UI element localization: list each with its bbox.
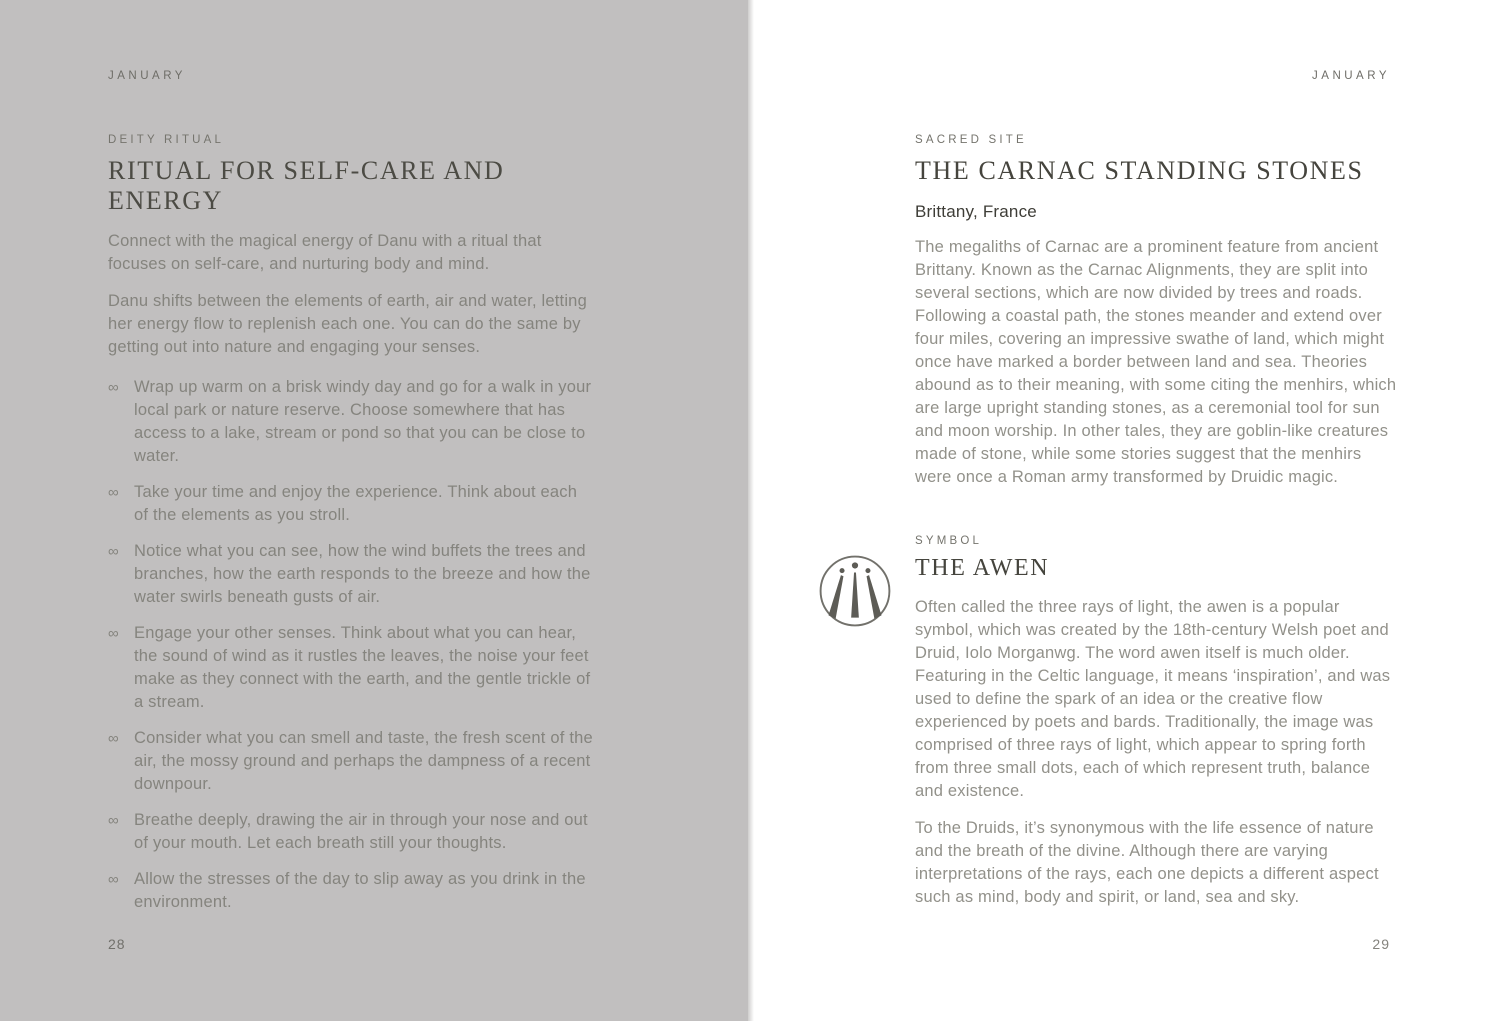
list-item (108, 727, 594, 796)
ritual-steps-list (108, 376, 594, 914)
step-text: Allow the stresses of the day to slip away as you drink in the environment. (134, 870, 586, 911)
step-text: Engage your other senses. Think about what you can hear, the sound of wind as it rustles the leaves, the noise your feet make as they connect with the earth, and the gentle trickle of a stream. (134, 624, 591, 711)
list-item (108, 622, 594, 714)
left-page (0, 0, 748, 1021)
list-item (108, 376, 594, 468)
deity-ritual-section (108, 134, 594, 914)
awen-icon (818, 554, 892, 628)
awen-paragraph-1: Often called the three rays of light, the awen is a popular symbol, which was created by the 18th-century Welsh poet and Druid, Iolo Morganwg. The word awen itself is much older. Featuring in the Celtic language, it means ‘inspiration’, and was used to define the spark of an idea or the creative flow experienced by poets and bards. Traditionally, the image was comprised of three rays of light, which appear to spring forth from three small dots, each of which represent truth, balance and existence. (915, 598, 1391, 800)
infinity-bullet-icon: ∞ (108, 871, 119, 888)
step-text: Take your time and enjoy the experience. Think about each of the elements as you stroll. (134, 483, 578, 524)
location-subtitle: Brittany, France (915, 202, 1037, 221)
section-title-awen: THE AWEN (915, 555, 1050, 581)
section-title-carnac: THE CARNAC STANDING STONES (915, 156, 1364, 185)
section-eyebrow-symbol: SYMBOL (915, 535, 983, 547)
intro-paragraph-1: Connect with the magical energy of Danu with a ritual that focuses on self-care, and nurturing body and mind. (108, 232, 542, 273)
infinity-bullet-icon: ∞ (108, 730, 119, 747)
page-number-right: 29 (1372, 936, 1390, 952)
step-text: Notice what you can see, how the wind buffets the trees and branches, how the earth responds to the breeze and how the water swirls beneath gusts of air. (134, 542, 591, 606)
running-head-right: JANUARY (1312, 70, 1390, 82)
step-text: Wrap up warm on a brisk windy day and go for a walk in your local park or nature reserve. Choose somewhere that has access to a lake, stream or pond so that you can be close to water. (134, 378, 592, 465)
infinity-bullet-icon: ∞ (108, 379, 119, 396)
section-eyebrow-deity-ritual: DEITY RITUAL (108, 134, 225, 146)
sacred-site-paragraph: The megaliths of Carnac are a prominent feature from ancient Brittany. Known as the Carnac Alignments, they are split into several sections, which are now divided by trees and roads. Following a coastal path, the stones meander and extend over four miles, covering an impressive swathe of land, which might once have marked a border between land and sea. Theories abound as to their meaning, with some citing the menhirs, which are large upright standing stones, as a ceremonial tool for sun and moon worship. In other tales, they are goblin-like creatures made of stone, while some stories suggest that the menhirs were once a Roman army transformed by Druidic magic. (915, 238, 1397, 486)
list-item (108, 868, 594, 914)
infinity-bullet-icon: ∞ (108, 543, 119, 560)
list-item (108, 809, 594, 855)
step-text: Breathe deeply, drawing the air in through your nose and out of your mouth. Let each breath still your thoughts. (134, 811, 588, 852)
page-number-left: 28 (108, 936, 126, 952)
running-head-left: JANUARY (108, 70, 186, 82)
section-eyebrow-sacred-site: SACRED SITE (915, 134, 1027, 146)
intro-paragraph-2: Danu shifts between the elements of earth, air and water, letting her energy flow to replenish each one. You can do the same by getting out into nature and engaging your senses. (108, 292, 587, 356)
section-title-ritual: RITUAL FOR SELF-CARE AND ENERGY (108, 156, 505, 215)
sacred-site-section (915, 134, 1397, 909)
infinity-bullet-icon: ∞ (108, 484, 119, 501)
right-page (754, 0, 1500, 1021)
awen-paragraph-2: To the Druids, it’s synonymous with the life essence of nature and the breath of the divine. Although there are varying interpretations of the rays, each one depicts a different aspect such as mind, body and spirit, or land, sea and sky. (915, 819, 1379, 906)
infinity-bullet-icon: ∞ (108, 625, 119, 642)
list-item (108, 540, 594, 609)
infinity-bullet-icon: ∞ (108, 812, 119, 829)
step-text: Consider what you can smell and taste, the fresh scent of the air, the mossy ground and perhaps the dampness of a recent downpour. (134, 729, 593, 793)
list-item (108, 481, 594, 527)
